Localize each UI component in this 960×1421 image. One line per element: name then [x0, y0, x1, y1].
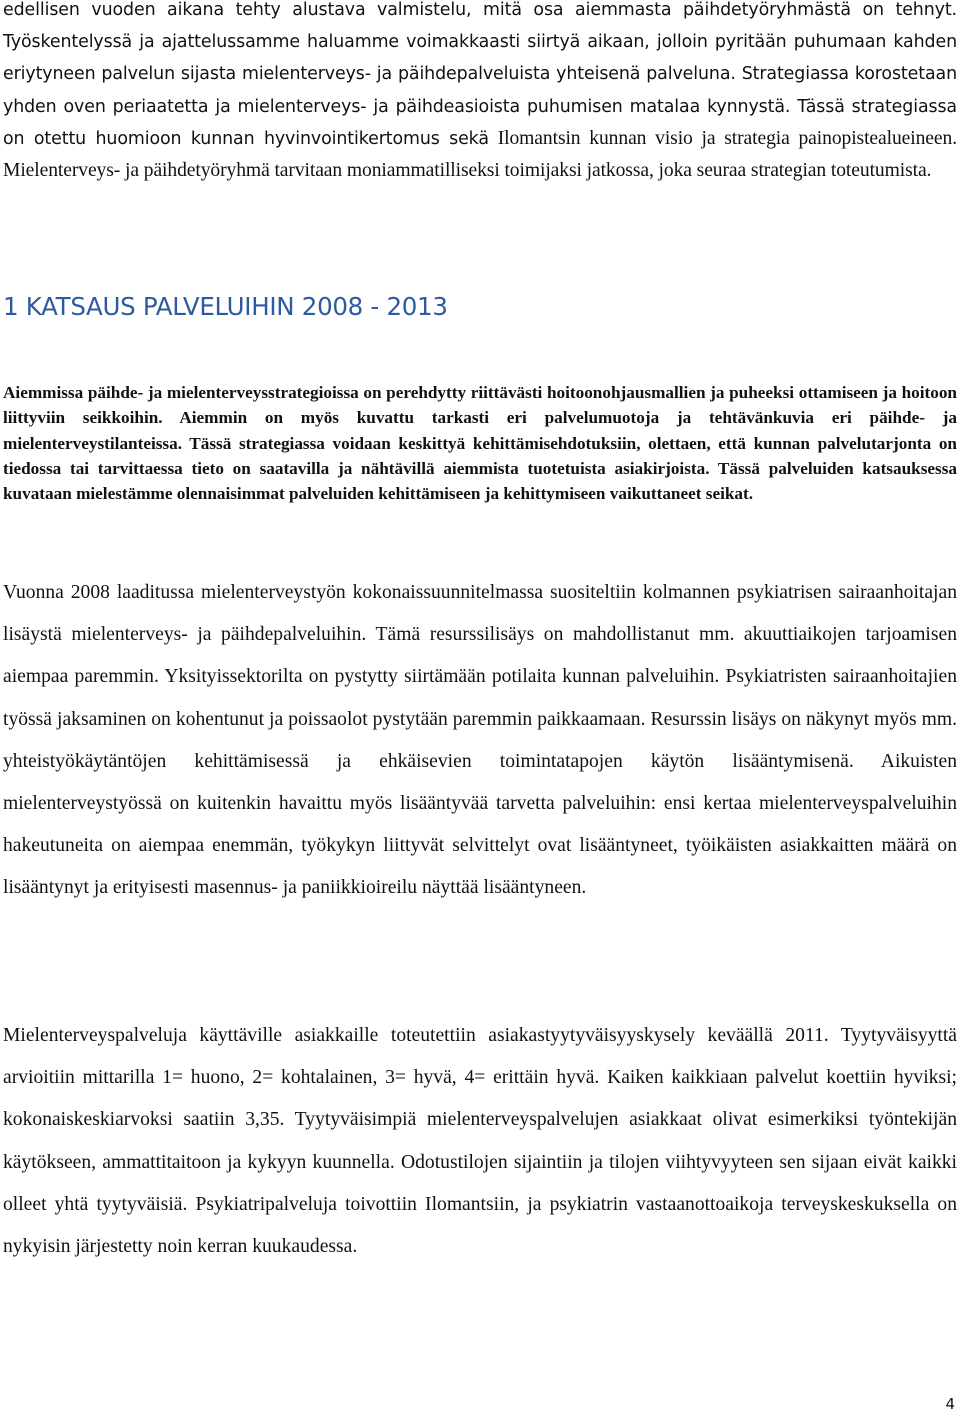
page-number: 4: [945, 1395, 955, 1413]
intro-paragraph-serif-text: Ilomantsin kunnan visio ja strategia painopistealueineen. Mielenterveys- ja päihdetyöryhmä tarvitaan moniammatilliseksi toimijaksi jatkossa, joka seuraa strategian toteutumista.: [3, 127, 957, 182]
intro-paragraph: [3, 0, 957, 187]
intro-paragraph-sans-text: edellisen vuoden aikana tehty alustava valmistelu, mitä osa aiemmasta päihdetyöryhmästä on tehnyt. Työskentelyssä ja ajattelussamme haluamme voimakkaasti siirtyä aikaan, jolloin pyritään puhumaan kahden eriytyneen palvelun sijasta mielenterveys- ja päihdepalveluista yhteisenä palveluna. Strategiassa korostetaan yhden oven periaatetta ja mielenterveys- ja päihdeasioista puhumisen matalaa kynnystä. Tässä strategiassa on otettu huomioon kunnan hyvinvointikertomus sekä: [3, 0, 957, 149]
paragraph-services-2008: Vuonna 2008 laaditussa mielenterveystyön kokonaissuunnitelmassa suositeltiin kolmannen psykiatrisen sairaanhoitajan lisäystä mielenterveys- ja päihdepalveluihin. Tämä resurssilisäys on mahdollistanut mm. akuuttiaikojen tarjoamisen aiempaa paremmin. Yksityissektorilta on pystytty siirtämään potilaita kunnan palveluihin. Psykiatristen sairaanhoitajien työssä jaksaminen on kohentunut ja poissaolot pystytään paremmin paikkaamaan. Resurssin lisäys on näkynyt myös mm. yhteistyökäytäntöjen kehittämisessä ja ehkäisevien toimintatapojen käytön lisääntymisenä. Aikuisten mielenterveystyössä on kuitenkin havaittu myös lisääntyvää tarvetta palveluihin: ensi kertaa mielenterveyspalveluihin hakeutuneita on aiempaa enemmän, työkykyn liittyvät selvittelyt ovat lisääntyneet, työikäisten asiakkaitten määrä on lisääntynyt ja erityisesti masennus- ja paniikkioireilu näyttää lisääntyneen.: [3, 582, 957, 899]
paragraph-satisfaction-survey: Mielenterveyspalveluja käyttäville asiakkaille toteutettiin asiakastyytyväisyyskysely keväällä 2011. Tyytyväisyyttä arvioitiin mittarilla 1= huono, 2= kohtalainen, 3= hyvä, 4= erittäin hyvä. Kaiken kaikkiaan palvelut koettiin hyviksi; kokonaiskeskiarvoksi saatiin 3,35. Tyytyväisimpiä mielenterveyspalvelujen asiakkaat olivat esimerkiksi työntekijän käytökseen, ammattitaitoon ja kykyyn kuunnella. Odotustilojen sijaintiin ja tilojen viihtyvyyteen sen sijaan eivät kaikki olleet yhtä tyytyväisiä. Psykiatripalveluja toivottiin Ilomantsiin, ja psykiatrin vastaanottoaikoja terveyskeskuksella on nykyisin järjestetty noin kerran kuukaudessa.: [3, 1025, 957, 1258]
bold-paragraph: Aiemmissa päihde- ja mielenterveysstrategioissa on perehdytty riittävästi hoitoonohjausmallien ja puheeksi ottamiseen ja hoitoon liittyviin seikkoihin. Aiemmin on myös kuvattu tarkasti eri palvelumuotoja ja tehtävänkuvia eri päihde- ja mielenterveystilanteissa. Tässä strategiassa voidaan keskittyä kehittämisehdotuksiin, olettaen, että kunnan palvelutarjonta on tiedossa tai tarvittaessa tieto on saatavilla ja nähtävillä aiemmista tuotetuista asiakirjoista. Tässä palveluiden katsauksessa kuvataan mielestämme olennaisimmat palveluiden kehittämiseen ja kehittymiseen vaikuttaneet seikat.: [3, 383, 957, 504]
section-heading: 1 KATSAUS PALVELUIHIN 2008 - 2013: [3, 292, 448, 321]
